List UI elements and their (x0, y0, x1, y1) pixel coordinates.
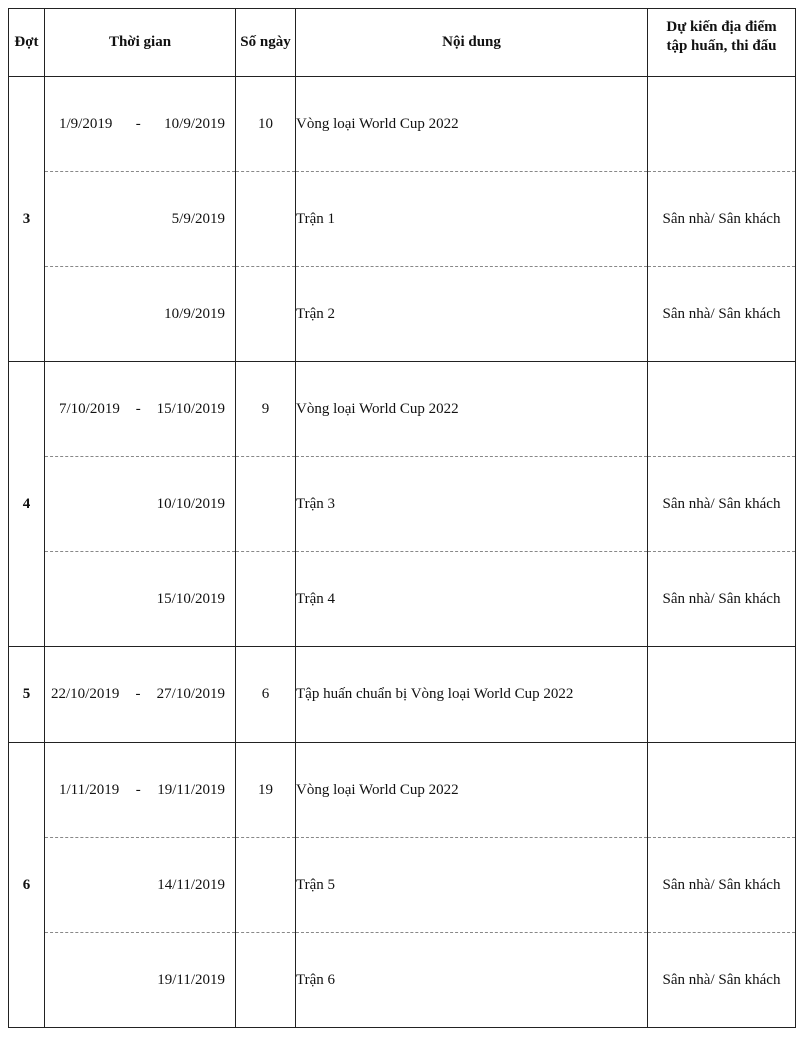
content-cell: Tập huấn chuẩn bị Vòng loại World Cup 2022 (296, 647, 648, 743)
days-cell (236, 457, 296, 552)
dot-number: 4 (9, 362, 45, 647)
match-date: 14/11/2019 (157, 876, 225, 893)
table-row (9, 933, 796, 1028)
content-cell: Trận 4 (296, 552, 648, 647)
content-cell: Vòng loại World Cup 2022 (296, 77, 648, 172)
end-date: 15/10/2019 (156, 400, 225, 417)
place-cell (648, 362, 796, 457)
content-cell: Trận 1 (296, 172, 648, 267)
start-date: 1/11/2019 (59, 781, 120, 798)
content-cell: Trận 2 (296, 267, 648, 362)
header-place-line1: Dự kiến địa điểm (666, 19, 777, 35)
days-cell (236, 172, 296, 267)
range-dash: - (135, 400, 141, 417)
time-cell (45, 362, 236, 457)
start-date: 7/10/2019 (59, 400, 120, 417)
place-cell (648, 647, 796, 743)
end-date: 19/11/2019 (157, 781, 225, 798)
table-row (9, 457, 796, 552)
time-cell (45, 647, 236, 743)
place-cell: Sân nhà/ Sân khách (648, 172, 796, 267)
header-place (648, 9, 796, 77)
header-days: Số ngày (236, 9, 296, 77)
time-cell (45, 457, 236, 552)
place-cell: Sân nhà/ Sân khách (648, 933, 796, 1028)
content-cell: Vòng loại World Cup 2022 (296, 362, 648, 457)
dot-number: 6 (9, 743, 45, 1028)
place-cell: Sân nhà/ Sân khách (648, 267, 796, 362)
header-time: Thời gian (45, 9, 236, 77)
place-cell: Sân nhà/ Sân khách (648, 552, 796, 647)
time-cell (45, 172, 236, 267)
header-place-line2: tập huấn, thi đấu (666, 38, 777, 54)
match-date: 15/10/2019 (156, 590, 225, 607)
days-cell (236, 838, 296, 933)
table-row (9, 743, 796, 838)
table-row (9, 362, 796, 457)
dot-number: 5 (9, 647, 45, 743)
dot-number: 3 (9, 77, 45, 362)
table-header (9, 9, 796, 77)
content-cell: Vòng loại World Cup 2022 (296, 743, 648, 838)
time-cell (45, 267, 236, 362)
content-cell: Trận 6 (296, 933, 648, 1028)
end-date: 27/10/2019 (156, 686, 225, 702)
days-cell: 10 (236, 77, 296, 172)
table-row (9, 838, 796, 933)
place-cell: Sân nhà/ Sân khách (648, 838, 796, 933)
time-cell (45, 743, 236, 838)
range-dash: - (135, 115, 141, 132)
days-cell: 19 (236, 743, 296, 838)
header-content: Nội dung (296, 9, 648, 77)
time-cell (45, 77, 236, 172)
header-dot: Đợt (9, 9, 45, 77)
days-cell (236, 933, 296, 1028)
match-date: 10/9/2019 (164, 305, 225, 322)
table-row (9, 552, 796, 647)
time-cell (45, 552, 236, 647)
content-cell: Trận 3 (296, 457, 648, 552)
schedule-table (8, 8, 796, 1028)
table-row (9, 647, 796, 743)
match-date: 10/10/2019 (156, 495, 225, 512)
range-dash: - (135, 781, 141, 798)
place-cell (648, 743, 796, 838)
time-cell (45, 933, 236, 1028)
table-row (9, 172, 796, 267)
range-dash: - (135, 686, 141, 702)
days-cell: 6 (236, 647, 296, 743)
days-cell (236, 552, 296, 647)
end-date: 10/9/2019 (164, 115, 225, 132)
days-cell: 9 (236, 362, 296, 457)
table-row (9, 77, 796, 172)
time-cell (45, 838, 236, 933)
table-row (9, 267, 796, 362)
match-date: 19/11/2019 (157, 971, 225, 988)
days-cell (236, 267, 296, 362)
place-cell: Sân nhà/ Sân khách (648, 457, 796, 552)
start-date: 1/9/2019 (59, 115, 113, 132)
match-date: 5/9/2019 (171, 210, 225, 227)
place-cell (648, 77, 796, 172)
content-cell: Trận 5 (296, 838, 648, 933)
start-date: 22/10/2019 (51, 686, 120, 702)
